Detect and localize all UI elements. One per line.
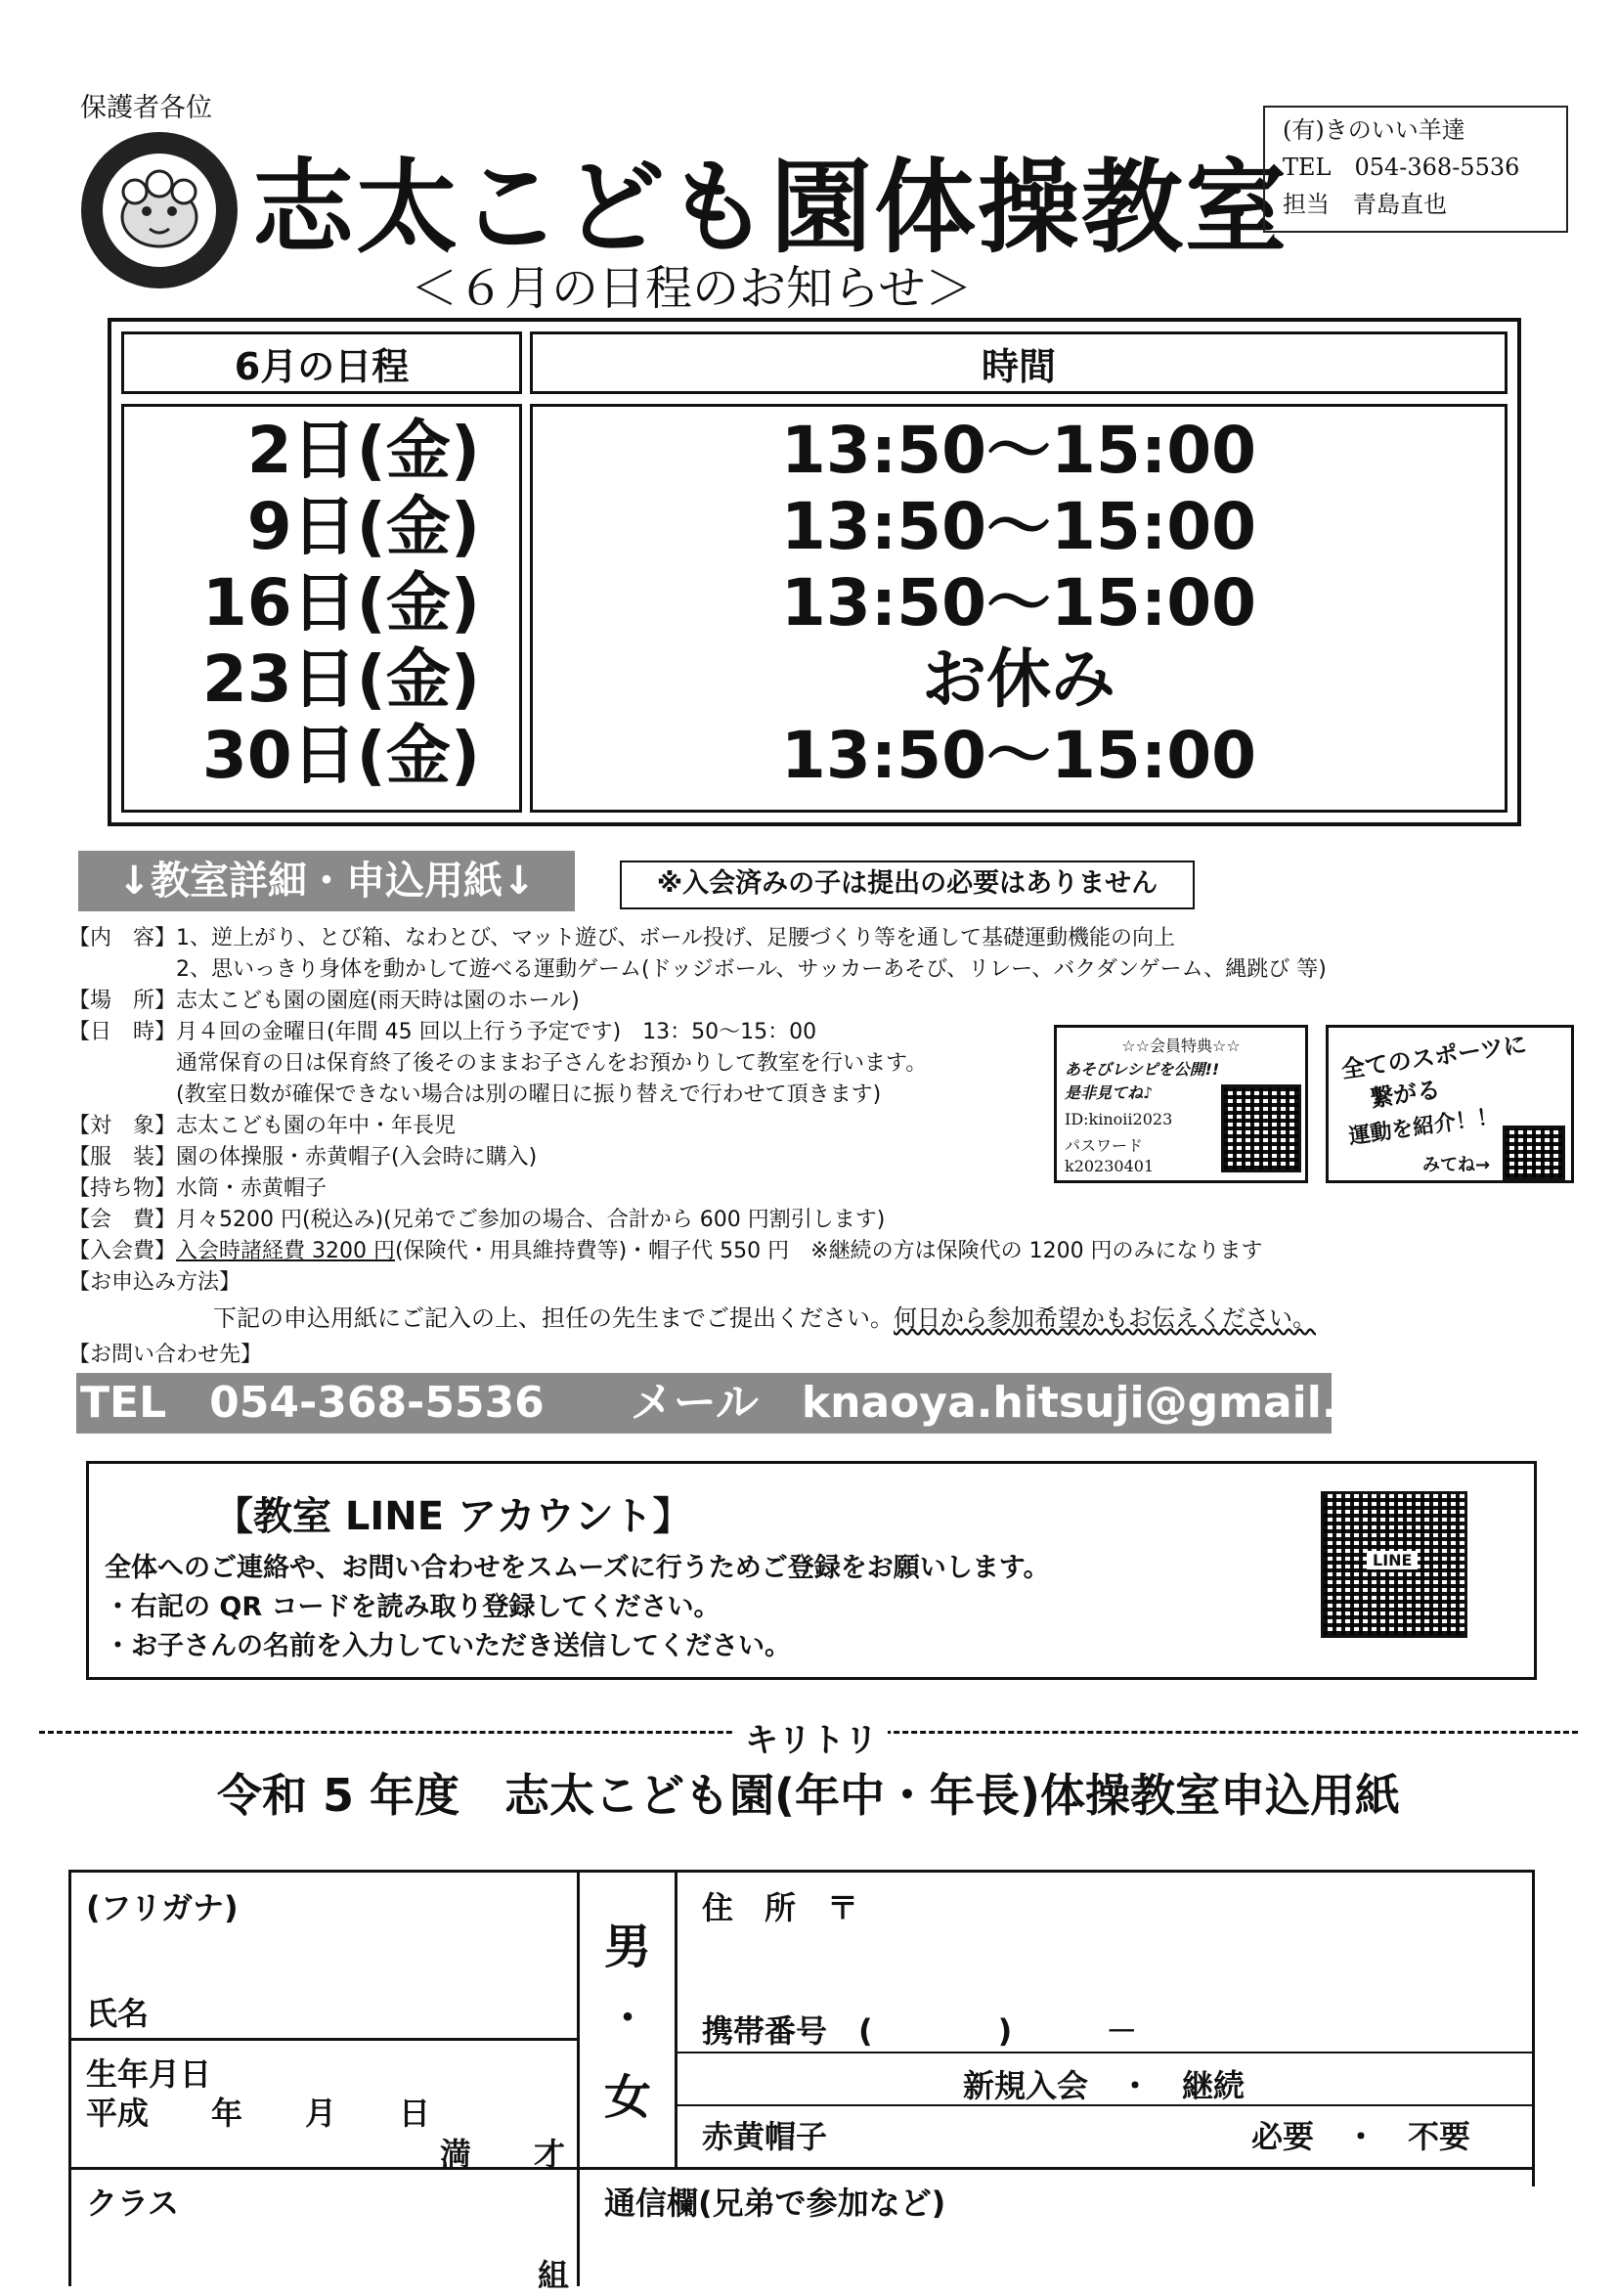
gender-male[interactable]: 男 — [604, 1920, 652, 1974]
bonus-line2: 是非見てね♪ — [1065, 1083, 1154, 1102]
page-subtitle: ＜６月の日程のお知らせ＞ — [411, 261, 973, 316]
schedule-day: 23日(金) — [201, 641, 480, 717]
schedule-day: 30日(金) — [201, 718, 480, 793]
sheep-logo — [76, 127, 242, 293]
form-title: 令和 5 年度 志太こども園(年中・年長)体操教室申込用紙 — [216, 1769, 1401, 1822]
schedule-header-time: 時間 — [530, 331, 1508, 394]
apply-wavy: 何日から参加希望かもお伝えください。 — [894, 1304, 1316, 1332]
class-field[interactable]: 組 — [538, 2257, 570, 2294]
dob-field[interactable]: 平成 年 月 日 — [86, 2095, 431, 2132]
apply-text: 下記の申込用紙にご記入の上、担任の先生までご提出ください。 — [213, 1304, 894, 1332]
age-field[interactable]: 満 才 — [440, 2136, 566, 2173]
line-account-box — [86, 1461, 1537, 1680]
sports-line3: 運動を紹介！！ — [1347, 1104, 1501, 1150]
inquiry-bar: TEL 054-368-5536 メール knaoya.hitsuji@gmail.com — [76, 1373, 1332, 1434]
bonus-title: ☆☆会員特典☆☆ — [1121, 1037, 1241, 1055]
bonus-pw-label: パスワード — [1065, 1136, 1144, 1155]
sports-qr-code[interactable] — [1503, 1126, 1565, 1180]
detail-line: 【服 装】園の体操服・赤黄帽子(入会時に購入) — [68, 1145, 538, 1170]
detail-line: 【対 象】志太こども園の年中・年長児 — [68, 1114, 457, 1138]
bonus-id: ID:kinoii2023 — [1065, 1110, 1173, 1128]
schedule-day: 2日(金) — [246, 413, 480, 488]
line-text-3: ・お子さんの名前を入力していただき送信してください。 — [105, 1631, 791, 1661]
fee-underlined: 入会時諸経費 3200 円 — [176, 1239, 395, 1263]
schedule-day: 16日(金) — [201, 565, 480, 640]
notice-box: ※入会済みの子は提出の必要はありません — [620, 861, 1195, 909]
sports-see: みてね→ — [1422, 1155, 1491, 1175]
detail-line: 【場 所】志太こども園の園庭(雨天時は園のホール) — [68, 989, 580, 1013]
recipient: 保護者各位 — [80, 93, 212, 123]
detail-line: 【会 費】月々5200 円(税込み)(兄弟でご参加の場合、合計から 600 円割引します) — [68, 1208, 886, 1232]
schedule-times — [530, 404, 1508, 813]
apply-label: 【お申込み方法】 — [68, 1270, 241, 1295]
fee-label: 【入会費】 — [68, 1239, 177, 1263]
schedule-header-date: 6月の日程 — [121, 331, 522, 394]
company-name: (有)きのいい羊達 — [1283, 116, 1465, 144]
hat-label: 赤黄帽子 — [702, 2118, 828, 2155]
schedule-table — [108, 318, 1521, 826]
detail-line: 通常保育の日は保育終了後そのままお子さんをお預かりして教室を行います。 — [68, 1051, 928, 1076]
detail-line: 【持ち物】水筒・赤黄帽子 — [68, 1176, 328, 1201]
furigana-label: (フリガナ) — [86, 1889, 239, 1926]
line-qr-label: LINE — [1367, 1551, 1418, 1569]
schedule-time: 13:50～15:00 — [780, 413, 1257, 488]
class-label: クラス — [86, 2185, 180, 2222]
schedule-days — [121, 404, 522, 813]
line-text-1: 全体へのご連絡や、お問い合わせをスムーズに行うためご登録をお願いします。 — [105, 1553, 1050, 1583]
contact-person: 担当 青島直也 — [1283, 191, 1447, 218]
hat-options[interactable]: 必要 ・ 不要 — [1251, 2118, 1471, 2155]
address-field[interactable]: 住 所 〒 — [702, 1889, 859, 1926]
detail-line: 2、思いっきり身体を動かして遊べる運動ゲーム(ドッジボール、サッカーあそび、リレー、バクダンゲーム、縄跳び 等) — [68, 957, 1327, 982]
gender-dot: ・ — [608, 1996, 647, 2041]
fee-rest: (保険代・用具維持費等)・帽子代 550 円 ※継続の方は保険代の 1200 円のみになります — [395, 1239, 1263, 1263]
fee-line — [68, 1236, 1263, 1267]
memo-field[interactable]: 通信欄(兄弟で参加など) — [604, 2185, 946, 2222]
contact-box — [1263, 106, 1568, 233]
line-text-2: ・右記の QR コードを読み取り登録してください。 — [105, 1592, 721, 1622]
schedule-time: 13:50～15:00 — [780, 565, 1257, 640]
bonus-line1: あそびレシピを公開!! — [1065, 1060, 1220, 1079]
enroll-type[interactable]: 新規入会 ・ 継続 — [963, 2067, 1246, 2104]
bonus-pw: k20230401 — [1065, 1157, 1155, 1175]
line-qr-code[interactable] — [1321, 1491, 1467, 1638]
gender-female[interactable]: 女 — [604, 2070, 652, 2125]
line-title: 【教室 LINE アカウント】 — [214, 1494, 692, 1539]
detail-line: 【内 容】1、逆上がり、とび箱、なわとび、マット遊び、ボール投げ、足腰づくり等を通して基礎運動機能の向上 — [68, 926, 1176, 950]
sports-line1: 全てのスポーツに — [1339, 1030, 1529, 1084]
schedule-time: お休み — [922, 641, 1115, 717]
page-title: 志太こども園体操教室 — [252, 148, 1289, 267]
inquiry-label: 【お問い合わせ先】 — [68, 1343, 263, 1367]
contact-tel: TEL 054-368-5536 — [1283, 154, 1520, 181]
schedule-time: 13:50～15:00 — [780, 489, 1257, 564]
detail-line: 【日 時】月４回の金曜日(年間 45 回以上行う予定です) 13：50～15：00 — [68, 1020, 817, 1044]
application-form — [68, 1870, 1535, 2294]
member-bonus-box — [1054, 1025, 1308, 1183]
schedule-time: 13:50～15:00 — [780, 718, 1257, 793]
sports-line2: 繋がる — [1368, 1076, 1442, 1113]
mobile-field[interactable]: 携帯番号 ( ) － — [702, 2012, 1138, 2050]
details-banner: ↓教室詳細・申込用紙↓ — [78, 851, 575, 911]
cut-label: キリトリ — [735, 1713, 888, 1761]
apply-line — [213, 1303, 1316, 1334]
bonus-qr-code[interactable] — [1221, 1084, 1301, 1172]
dob-label: 生年月日 — [86, 2055, 212, 2093]
name-field[interactable]: 氏名 — [86, 1995, 150, 2032]
sports-box — [1326, 1025, 1574, 1183]
detail-line: (教室日数が確保できない場合は別の曜日に振り替えで行わせて頂きます) — [68, 1082, 882, 1107]
schedule-day: 9日(金) — [246, 489, 480, 564]
